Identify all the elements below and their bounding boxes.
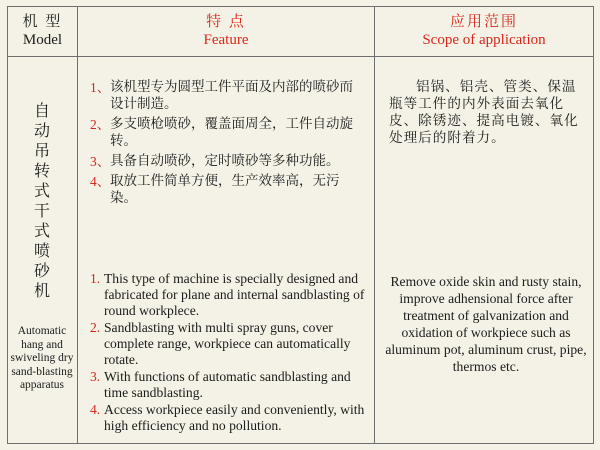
- feature-list-en: [90, 271, 370, 435]
- header-row: [8, 7, 594, 57]
- model-cell: [8, 57, 78, 444]
- scope-text-en: Remove oxide skin and rusty stain, improve adhensional force after treatment of galvanization and oxidation of workpiece such as aluminum pot, aluminum crust, pipe, thermos etc.: [385, 274, 587, 374]
- header-scope: [375, 7, 594, 57]
- feature-number: 4、: [90, 174, 111, 189]
- model-name-char: 砂: [33, 261, 50, 280]
- feature-number: 3、: [90, 154, 111, 169]
- model-name-char: 喷: [33, 241, 50, 260]
- header-feature-en: Feature: [203, 32, 249, 48]
- feature-item-cn: [90, 173, 366, 207]
- feature-cell: [78, 57, 375, 444]
- header-scope-en: Scope of application: [422, 32, 546, 48]
- header-feature: [78, 7, 375, 57]
- spec-table: [7, 6, 594, 444]
- body-row: [8, 57, 594, 444]
- feature-number: 2.: [90, 320, 101, 335]
- feature-item-cn: [90, 79, 366, 113]
- feature-number: 1.: [90, 271, 101, 286]
- feature-text: Sandblasting with multi spray guns, cover complete range, workpiece can automatically rotate.: [104, 320, 351, 367]
- model-name-char: 式: [33, 221, 50, 240]
- feature-number: 2、: [90, 117, 111, 132]
- model-name-char: 吊: [33, 141, 50, 160]
- feature-text: With functions of automatic sandblasting and time sandblasting.: [104, 369, 351, 400]
- scope-cell: [375, 57, 594, 444]
- model-name-char: 转: [33, 161, 50, 180]
- feature-item-cn: [90, 153, 366, 170]
- feature-number: 3.: [90, 369, 101, 384]
- feature-text: 多支喷枪喷砂，覆盖面周全，工件自动旋转。: [110, 116, 353, 149]
- scope-text-cn: 铝锅、铝壳、管类、保温瓶等工件的内外表面去氧化皮、除锈迹、提高电镀、氧化处理后的附着力。: [389, 79, 579, 146]
- feature-text: 具备自动喷砂，定时喷砂等多种功能。: [110, 153, 340, 169]
- feature-list-cn: [90, 79, 366, 210]
- feature-item-cn: [90, 116, 366, 150]
- header-model-en: Model: [22, 32, 63, 48]
- feature-text: 取放工件简单方便，生产效率高，无污染。: [110, 173, 340, 206]
- header-feature-cn: 特 点: [206, 14, 246, 30]
- model-name-char: 干: [33, 201, 50, 220]
- feature-item-en: [90, 369, 370, 401]
- feature-number: 1、: [90, 80, 111, 95]
- model-name-char: 机: [33, 281, 50, 300]
- feature-text: Access workpiece easily and conveniently, with high efficiency and no pollution.: [104, 402, 365, 433]
- model-name-char: 自: [33, 101, 50, 120]
- header-model: [8, 7, 78, 57]
- model-name-en: Automatic hang and swiveling dry sand-blasting apparatus: [10, 325, 74, 391]
- feature-item-en: [90, 271, 370, 319]
- feature-text: This type of machine is specially designed and fabricated for plane and internal sandblasting of round workplece.: [104, 271, 365, 318]
- feature-item-en: [90, 402, 370, 434]
- model-name-cn: [8, 101, 76, 301]
- feature-item-en: [90, 320, 370, 368]
- feature-number: 4.: [90, 402, 101, 417]
- model-name-char: 动: [33, 121, 50, 140]
- feature-text: 该机型专为圆型工件平面及内部的喷砂而设计制造。: [110, 79, 353, 112]
- header-scope-cn: 应用范围: [449, 14, 518, 30]
- model-name-char: 式: [33, 181, 50, 200]
- header-model-cn: 机 型: [22, 14, 63, 30]
